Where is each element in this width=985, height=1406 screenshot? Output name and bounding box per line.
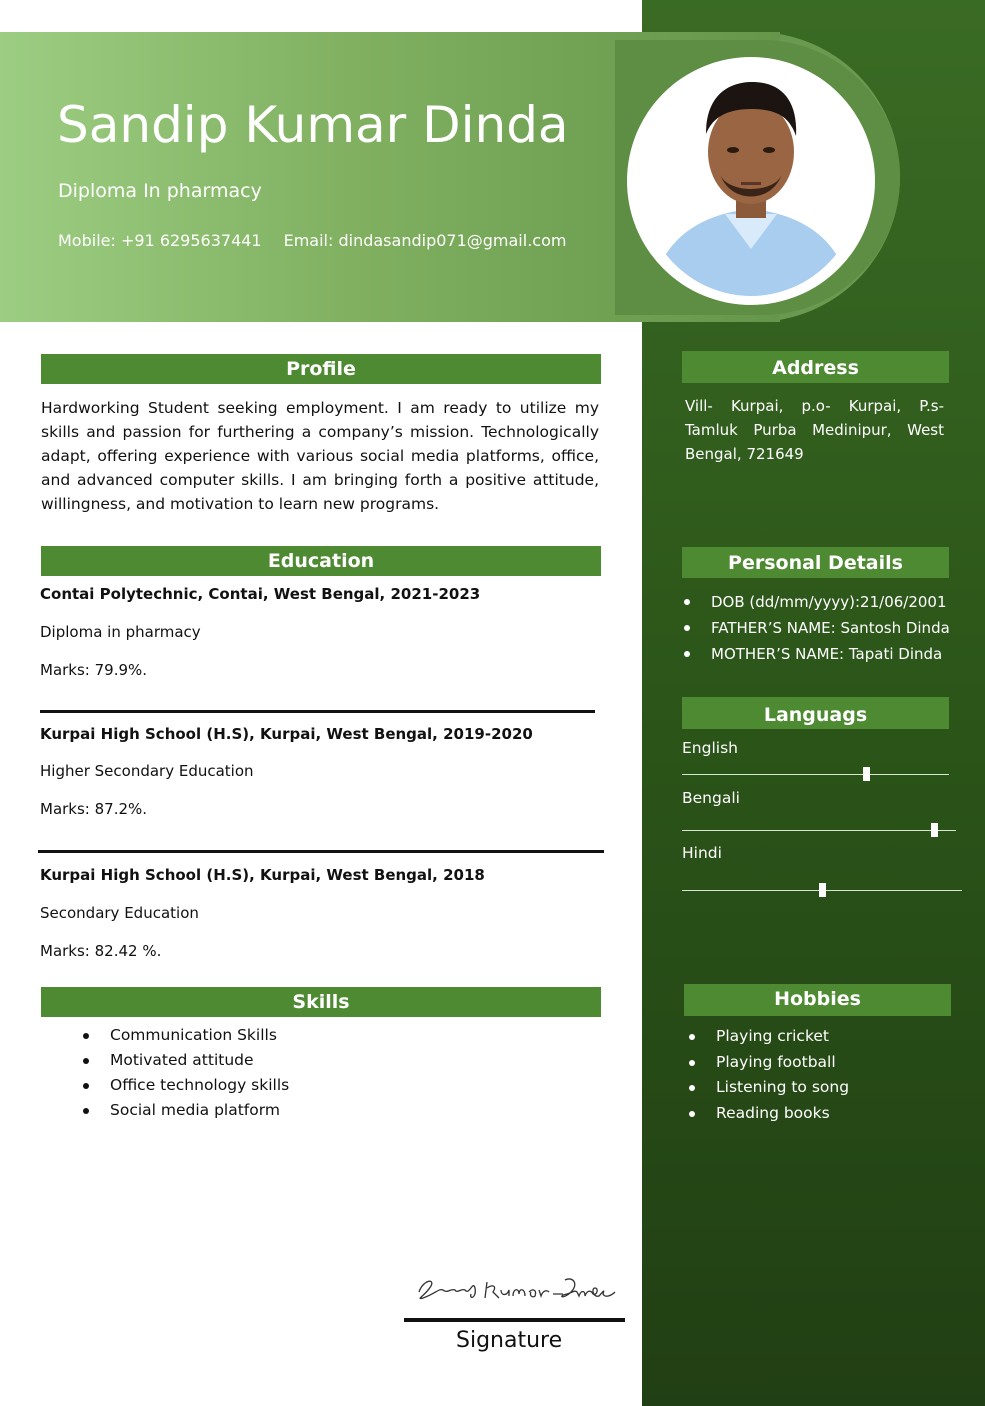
skills-list [80,1023,289,1123]
candidate-qualification: Diploma In pharmacy [58,180,262,202]
personal-details-list [681,589,950,667]
list-item: Playing cricket [686,1024,849,1050]
languages-heading: Languags [682,697,949,729]
mobile-number: Mobile: +91 6295637441 [58,231,262,250]
personal-details-heading: Personal Details [682,547,949,578]
signature-line [404,1318,625,1322]
education-entry-3-title: Kurpai High School (H.S), Kurpai, West Bengal, 2018 [40,866,485,884]
list-item: Playing football [686,1050,849,1076]
profile-photo [640,64,862,296]
education-entry-3-course: Secondary Education [40,904,199,922]
language-level-track [682,890,962,891]
list-item: Office technology skills [80,1073,289,1098]
address-text: Vill- Kurpai, p.o- Kurpai, P.s- Tamluk Purba Medinipur, West Bengal, 721649 [685,397,944,463]
language-label: English [682,739,738,757]
person-portrait-icon [640,64,862,296]
education-entry-3-marks: Marks: 82.42 %. [40,942,162,960]
list-item: MOTHER’S NAME: Tapati Dinda [681,641,950,667]
hobbies-heading: Hobbies [684,984,951,1016]
divider [38,850,604,853]
list-item: Listening to song [686,1075,849,1101]
list-item: DOB (dd/mm/yyyy):21/06/2001 [681,589,950,615]
divider [40,710,595,713]
language-level-marker [863,767,870,781]
skills-heading: Skills [41,987,601,1017]
education-entry-1-title: Contai Polytechnic, Contai, West Bengal, 2021-2023 [40,585,481,603]
education-entry-1-marks: Marks: 79.9%. [40,661,148,679]
language-level-track [682,774,949,775]
profile-text: Hardworking Student seeking employment. I am ready to utilize my skills and passion for furthering a company’s mission. Technologically adapt, offering experience with various social media platforms, office, and advanced computer skills. I am bringing forth a positive attitude, willingness, and motivation to learn new programs. [41,399,599,513]
education-entry-2-course: Higher Secondary Education [40,762,254,780]
language-level-track [682,830,956,831]
education-entry-1-course: Diploma in pharmacy [40,623,201,641]
language-level-marker [819,883,826,897]
email-address: Email: dindasandip071@gmail.com [283,231,567,250]
list-item: Communication Skills [80,1023,289,1048]
handwritten-signature [413,1270,618,1304]
education-heading: Education [41,546,601,576]
address-heading: Address [682,351,949,383]
language-label: Hindi [682,844,722,862]
candidate-name: Sandip Kumar Dinda [57,96,569,154]
education-entry-2-title: Kurpai High School (H.S), Kurpai, West Bengal, 2019-2020 [40,725,533,743]
list-item: Reading books [686,1101,849,1127]
education-entry-2-marks: Marks: 87.2%. [40,800,148,818]
contact-info [58,231,566,250]
list-item: FATHER’S NAME: Santosh Dinda [681,615,950,641]
hobbies-list [686,1024,849,1126]
language-level-marker [931,823,938,837]
list-item: Social media platform [80,1098,289,1123]
signature-label: Signature [456,1328,563,1353]
language-label: Bengali [682,789,740,807]
list-item: Motivated attitude [80,1048,289,1073]
profile-heading: Profile [41,354,601,384]
